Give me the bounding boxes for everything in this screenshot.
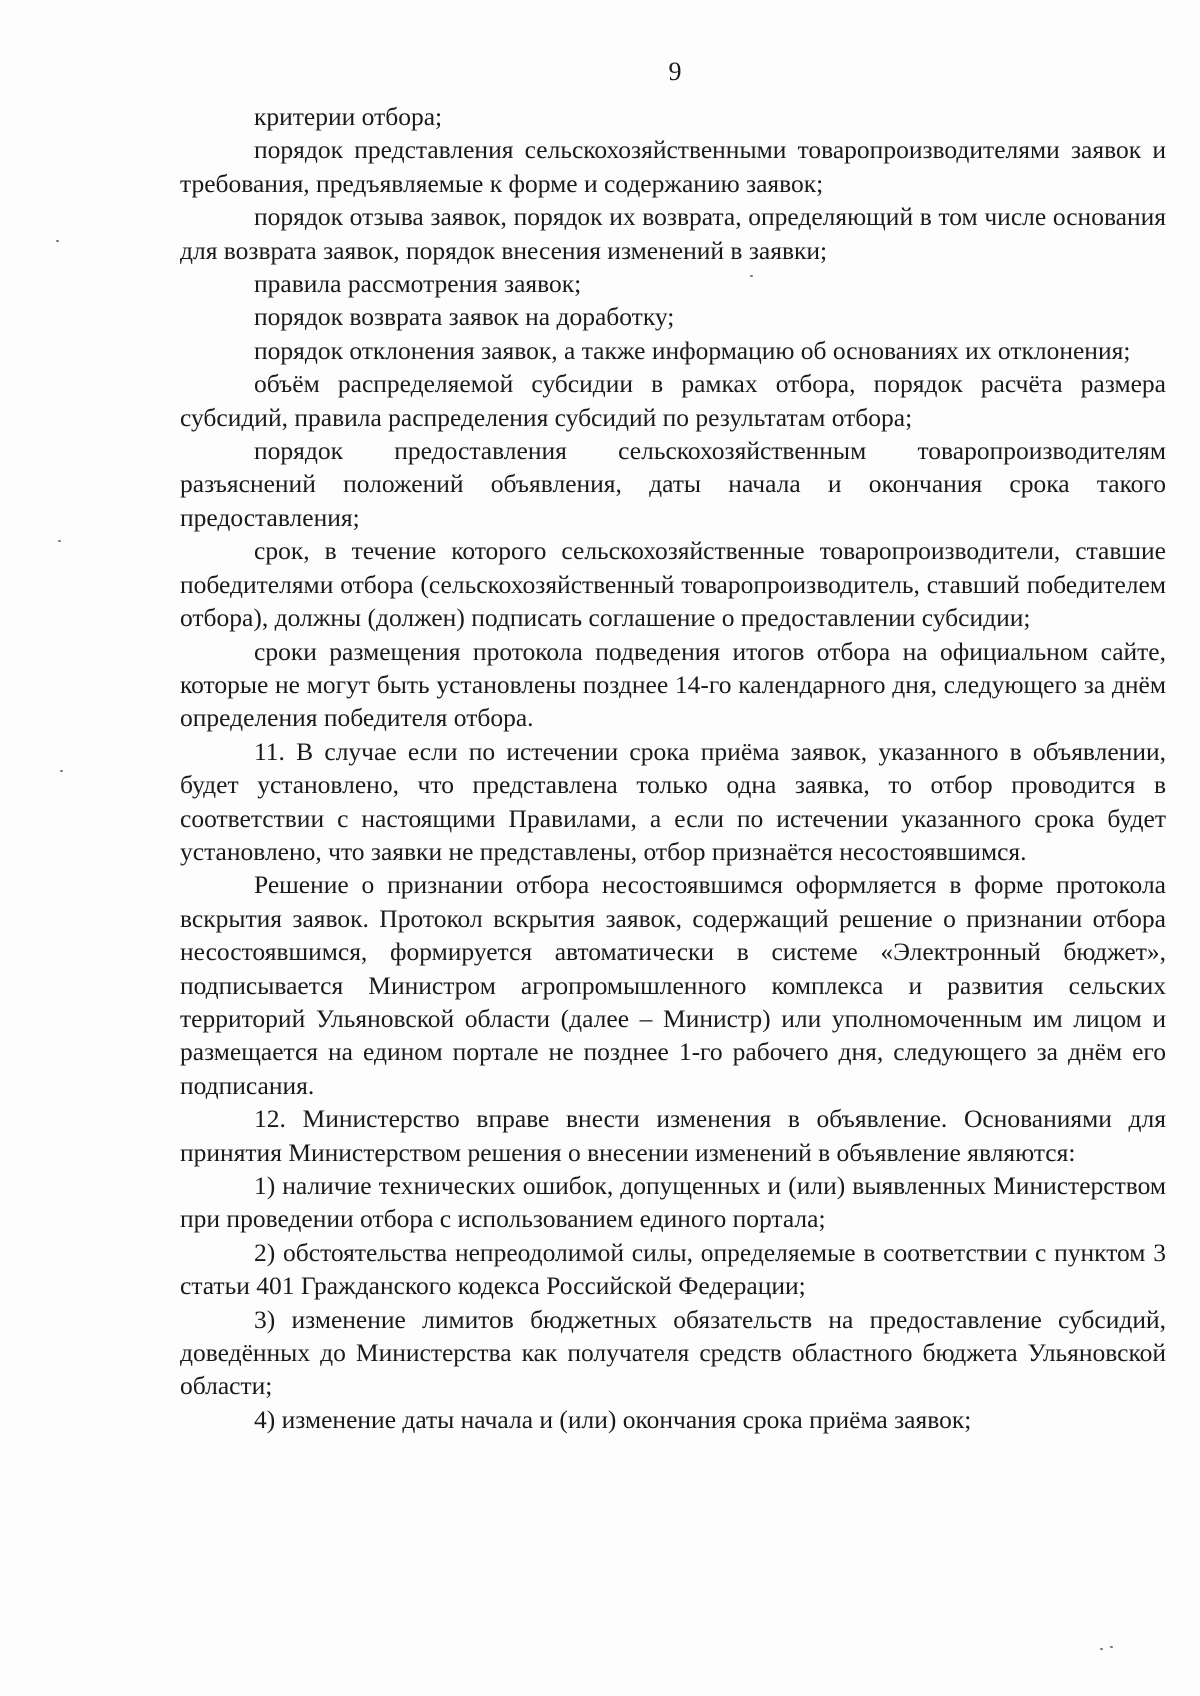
- paragraph-submission-procedure: порядок представления сельскохозяйственными товаропроизводителями заявок и требования, предъявляемые к форме и содержанию заявок;: [180, 135, 1166, 198]
- paragraph-selection-criteria: критерии отбора;: [254, 102, 443, 131]
- page-number: 9: [668, 57, 682, 86]
- paragraph-return-for-revision: порядок возврата заявок на доработку;: [254, 302, 675, 332]
- paragraph-clause-12: 12. Министерство вправе внести изменения в объявление. Основаниями для принятия Министерством решения о внесении изменений в объявление являются:: [180, 1104, 1166, 1167]
- paragraph-subsidy-volume: объём распределяемой субсидии в рамках отбора, порядок расчёта размера субсидий, правила распределения субсидий по результатам отбора;: [180, 369, 1166, 432]
- document-body: [180, 100, 1166, 1436]
- scan-speck: [750, 275, 753, 277]
- paragraph-clarifications: порядок предоставления сельскохозяйственным товаропроизводителям разъяснений положений объявления, даты начала и окончания срока такого предоставления;: [180, 436, 1166, 532]
- paragraph-item-2: 2) обстоятельства непреодолимой силы, определяемые в соответствии с пунктом 3 статьи 401 Гражданского кодекса Российской Федерации;: [180, 1237, 1166, 1301]
- scan-speck: [60, 770, 63, 772]
- paragraph-rejection-procedure: порядок отклонения заявок, а также информацию об основаниях их отклонения;: [254, 335, 1131, 365]
- paragraph-item-3: 3) изменение лимитов бюджетных обязательств на предоставление субсидий, доведённых до Министерства как получателя средств областного бюджета Ульяновской области;: [180, 1304, 1166, 1401]
- paragraph-item-4: 4) изменение даты начала и (или) окончания срока приёма заявок;: [254, 1404, 972, 1434]
- paragraph-review-rules: правила рассмотрения заявок;: [254, 269, 582, 299]
- paragraph-item-1: 1) наличие технических ошибок, допущенных и (или) выявленных Министерством при проведении отбора с использованием единого портала;: [180, 1171, 1166, 1234]
- scan-speck: [1110, 1646, 1113, 1648]
- scan-speck: [56, 240, 59, 242]
- scan-speck: [58, 540, 61, 542]
- paragraph-clause-11: 11. В случае если по истечении срока приёма заявок, указанного в объявлении, будет установлено, что представлена только одна заявка, то отбор проводится в соответствии с настоящими Правилами, а если по истечении указанного срока будет установлено, что заявки не представлены, отбор признаётся несостоявшимся.: [180, 736, 1166, 866]
- scan-speck: [1100, 1648, 1103, 1650]
- paragraph-failed-selection-decision: Решение о признании отбора несостоявшимся оформляется в форме протокола вскрытия заявок. Протокол вскрытия заявок, содержащий решение о признании отбора несостоявшимся, формируется автоматически в системе «Электронный бюджет», подписывается Министром агропромышленного комплекса и развития сельских территорий Ульяновской области (далее – Министр) или уполномоченным им лицом и размещается на едином портале не позднее 1-го рабочего дня, следующего за днём его подписания.: [180, 870, 1166, 1100]
- paragraph-withdrawal-procedure: порядок отзыва заявок, порядок их возврата, определяющий в том числе основания для возврата заявок, порядок внесения изменений в заявки;: [180, 202, 1166, 265]
- paragraph-protocol-publication-terms: сроки размещения протокола подведения итогов отбора на официальном сайте, которые не могут быть установлены позднее 14-го календарного дня, следующего за днём определения победителя отбора.: [180, 636, 1166, 733]
- paragraph-agreement-signing-term: срок, в течение которого сельскохозяйственные товаропроизводители, ставшие победителями отбора (сельскохозяйственный товаропроизводитель, ставший победителем отбора), должны (должен) подписать соглашение о предоставлении субсидии;: [180, 536, 1166, 633]
